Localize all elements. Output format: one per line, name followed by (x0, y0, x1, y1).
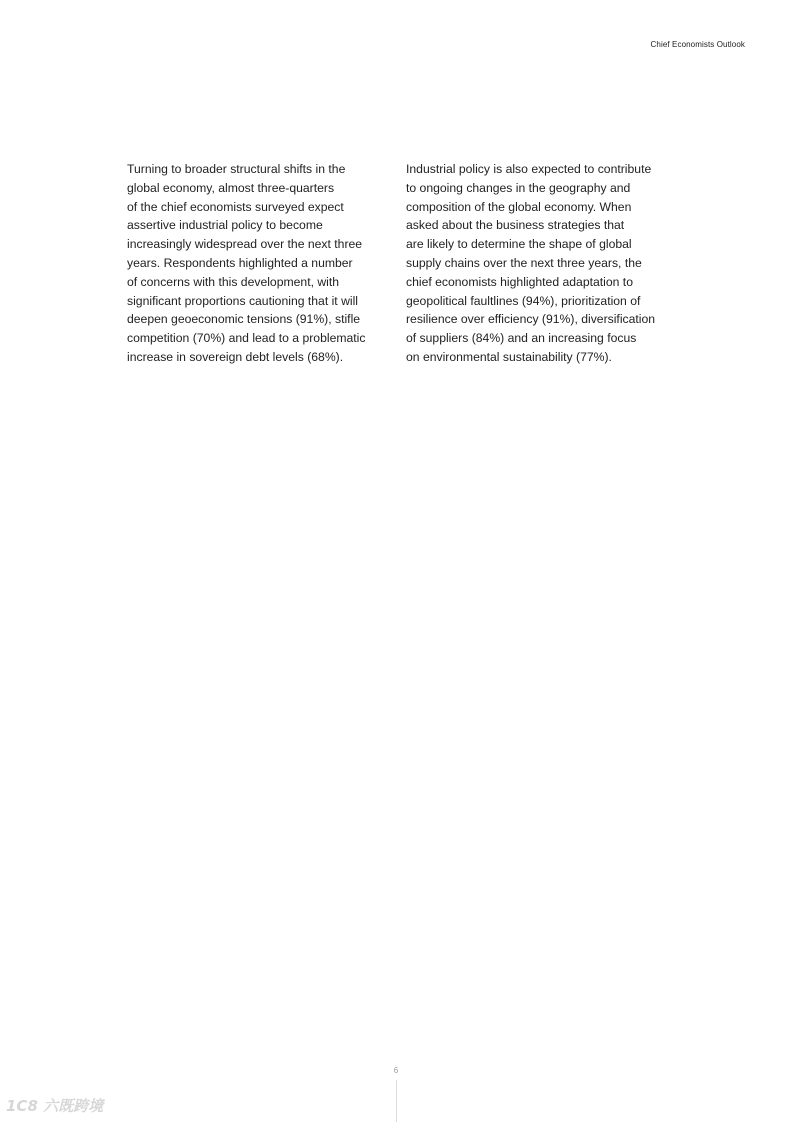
paragraph-line: increasingly widespread over the next three (127, 237, 363, 252)
paragraph-line: geopolitical faultlines (94%), prioritization of (406, 293, 641, 308)
paragraph-line: of concerns with this development, with (127, 274, 340, 289)
paragraph-line: assertive industrial policy to become (127, 218, 323, 233)
paragraph-line: of the chief economists surveyed expect (127, 199, 344, 214)
paragraph-line: on environmental sustainability (77%). (406, 349, 612, 364)
paragraph-line: chief economists highlighted adaptation to (406, 274, 633, 289)
watermark (6, 1094, 106, 1116)
paragraph-line: resilience over efficiency (91%), diversification (406, 312, 656, 327)
paragraph-line: to ongoing changes in the geography and (406, 180, 631, 195)
svg-text:1C8 六既跨境: 1C8 六既跨境 (6, 1097, 104, 1115)
paragraph-line: composition of the global economy. When (406, 199, 632, 214)
paragraph-line: Industrial policy is also expected to contribute (406, 162, 652, 176)
watermark-logo-icon (6, 1094, 106, 1116)
paragraph-line: significant proportions cautioning that it will (127, 293, 359, 308)
paragraph-line: are likely to determine the shape of global (406, 237, 632, 252)
paragraph-line: global economy, almost three-quarters (127, 180, 335, 195)
paragraph-line: Turning to broader structural shifts in the (127, 162, 346, 176)
paragraph-line: deepen geoeconomic tensions (91%), stifle (127, 312, 361, 327)
body-column-left (127, 160, 395, 367)
paragraph-line: asked about the business strategies that (406, 218, 625, 233)
footer-divider (396, 1080, 397, 1122)
paragraph-line: of suppliers (84%) and an increasing focus (406, 331, 637, 346)
body-column-right (406, 160, 674, 367)
paragraph-line: competition (70%) and lead to a problematic (127, 331, 366, 346)
running-header-title: Chief Economists Outlook (650, 40, 745, 49)
paragraph-line: years. Respondents highlighted a number (127, 255, 353, 270)
paragraph-line: supply chains over the next three years, the (406, 255, 642, 270)
page-number: 6 (393, 1066, 399, 1075)
paragraph-line: increase in sovereign debt levels (68%). (127, 349, 344, 364)
